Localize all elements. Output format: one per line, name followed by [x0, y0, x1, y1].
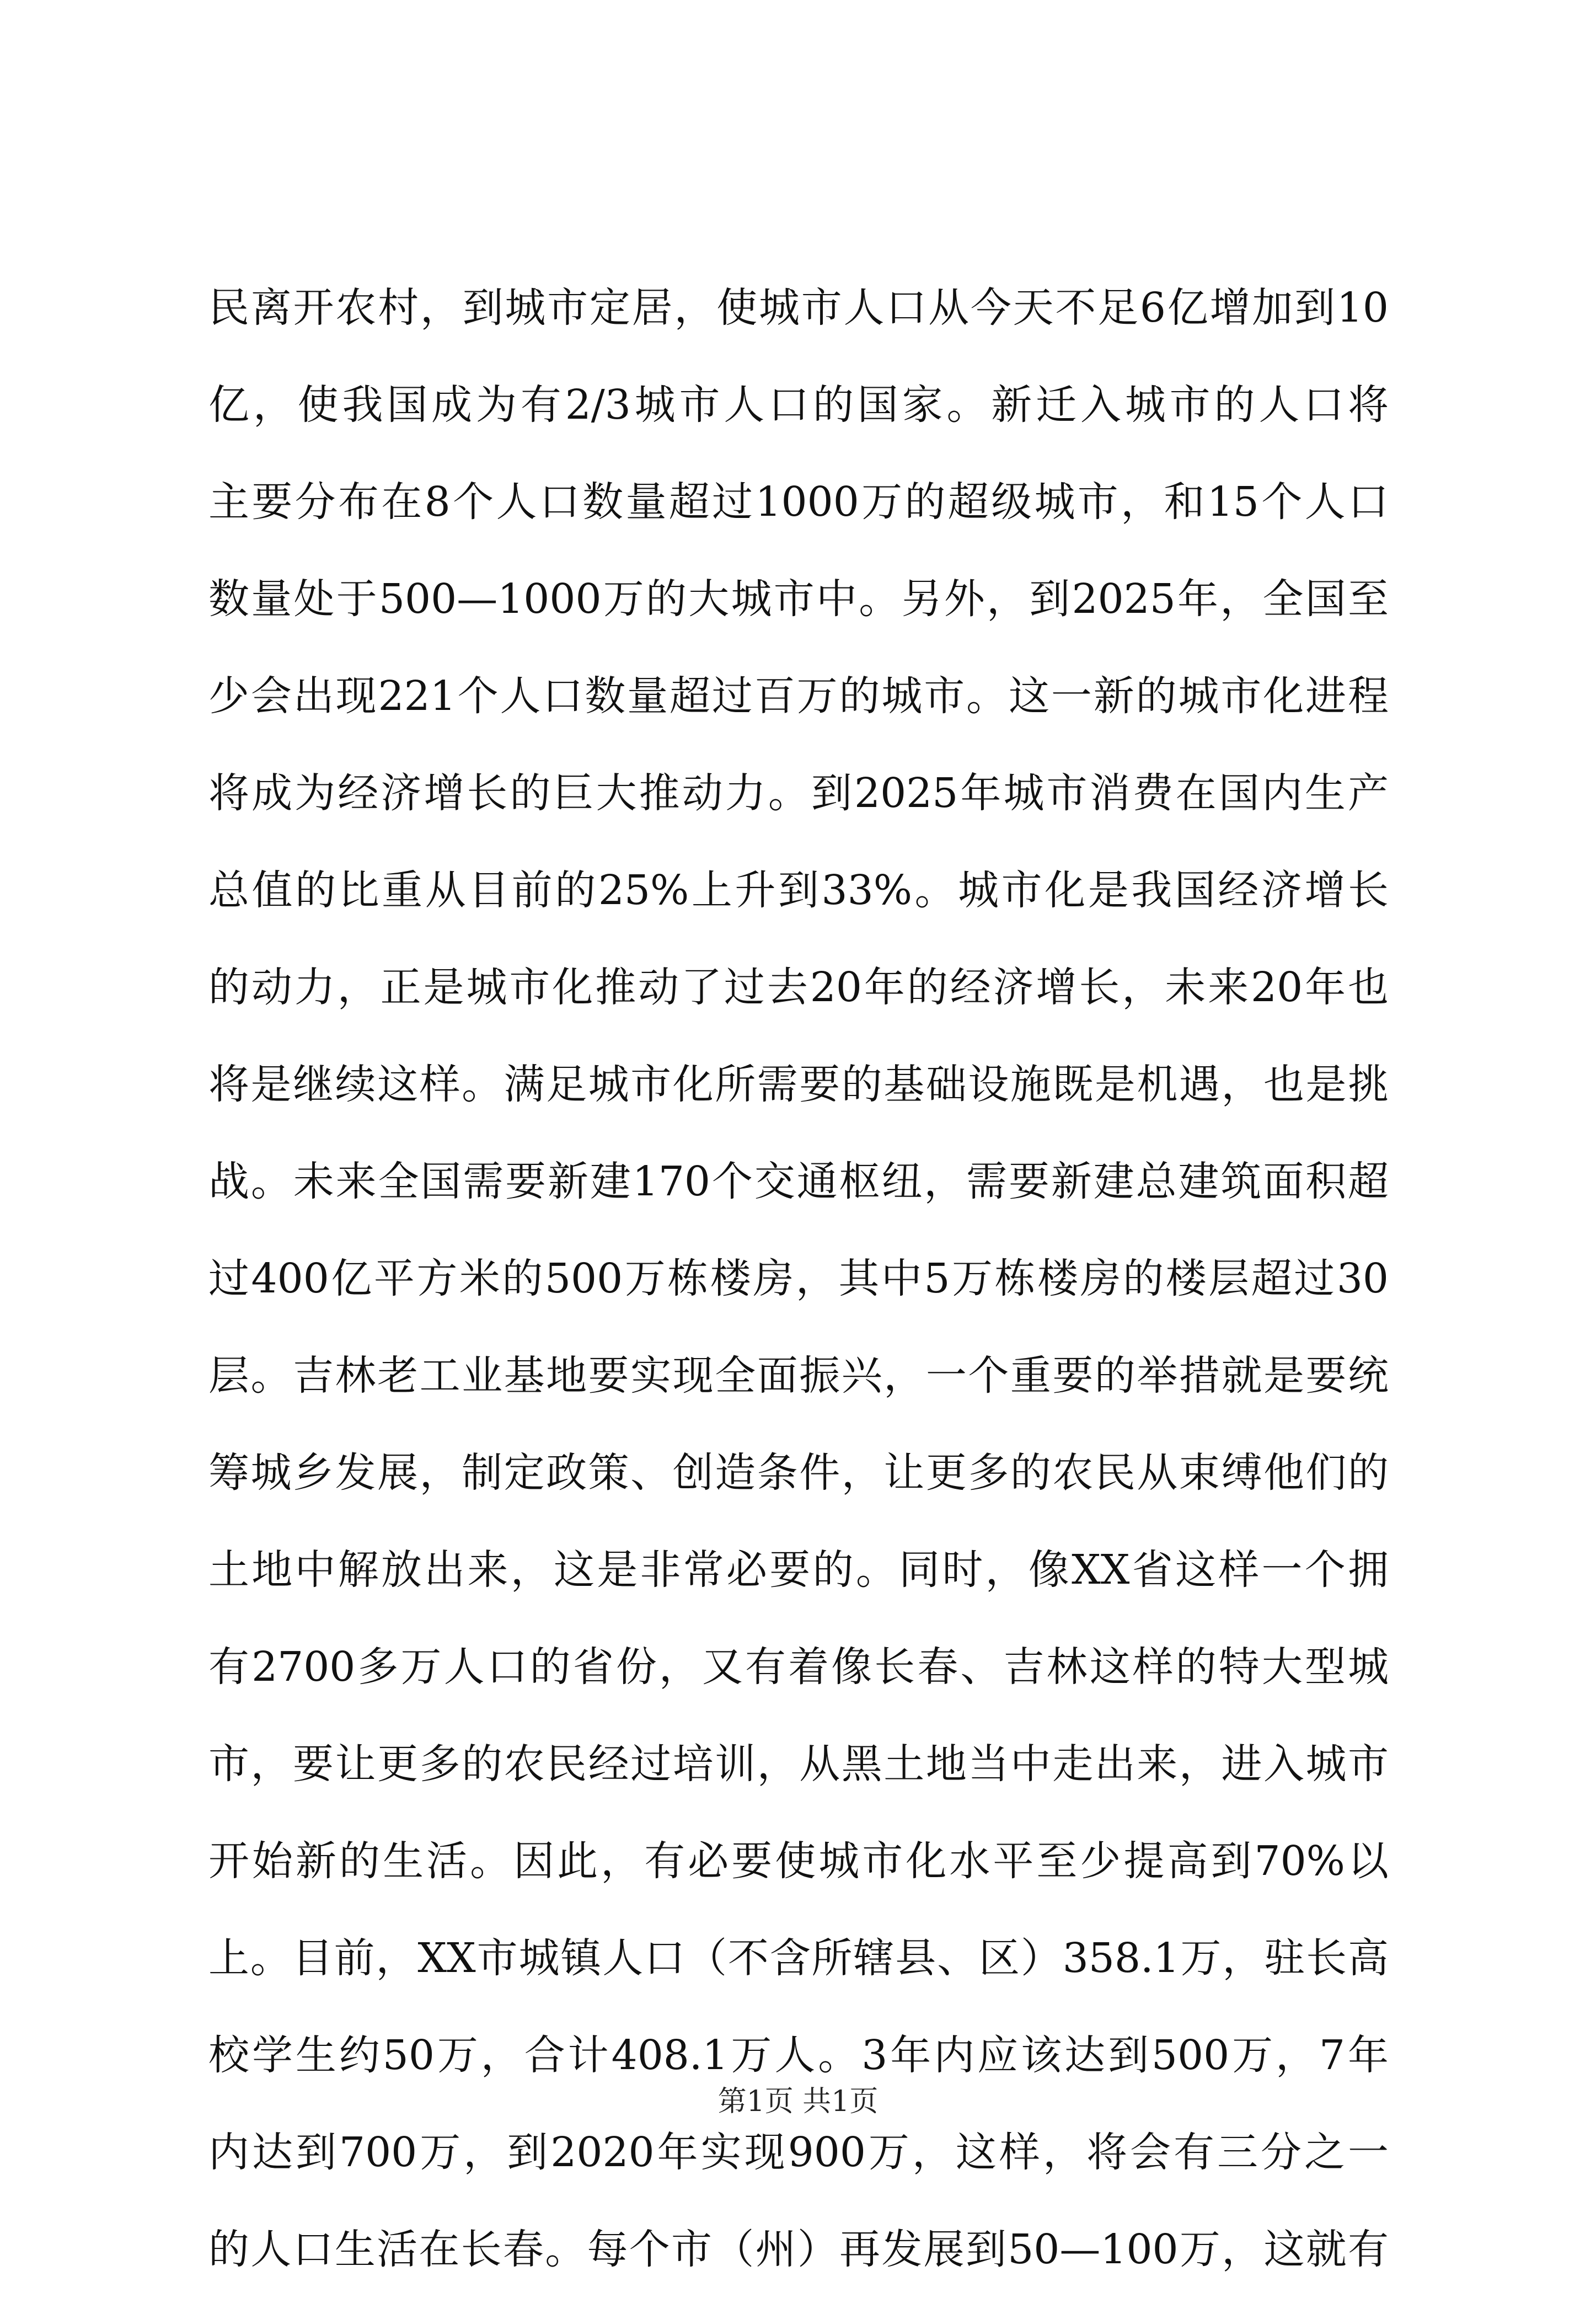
text-line-19: 校学生约50万，合计408.1万人。3年内应该达到500万，7年: [208, 2032, 1389, 2079]
text-line-10: 战。未来全国需要新建170个交通枢纽，需要新建总建筑面积超: [208, 1158, 1389, 1205]
text-line-17: 开始新的生活。因此，有必要使城市化水平至少提高到70%以: [208, 1837, 1389, 1885]
text-line-20: 内达到700万，到2020年实现900万，这样，将会有三分之一: [208, 2129, 1389, 2176]
text-line-8: 的动力，正是城市化推动了过去20年的经济增长，未来20年也: [208, 964, 1389, 1011]
text-line-5: 少会出现221个人口数量超过百万的城市。这一新的城市化进程: [208, 672, 1389, 720]
text-line-6: 将成为经济增长的巨大推动力。到2025年城市消费在国内生产: [208, 769, 1389, 817]
text-line-1: 民离开农村，到城市定居，使城市人口从今天不足6亿增加到10: [208, 284, 1389, 332]
text-line-21: 的人口生活在长春。每个市（州）再发展到50—100万，这就有: [208, 2226, 1389, 2273]
text-line-9: 将是继续这样。满足城市化所需要的基础设施既是机遇，也是挑: [208, 1061, 1389, 1108]
text-line-12: 层。吉林老工业基地要实现全面振兴，一个重要的举措就是要统: [208, 1352, 1389, 1399]
body-paragraph: [208, 259, 1389, 2298]
page-footer: [0, 2082, 1596, 2121]
text-line-2: 亿，使我国成为有2/3城市人口的国家。新迁入城市的人口将: [208, 381, 1389, 429]
text-line-14: 土地中解放出来，这是非常必要的。同时，像XX省这样一个拥: [208, 1546, 1389, 1594]
text-line-13: 筹城乡发展，制定政策、创造条件，让更多的农民从束缚他们的: [208, 1449, 1389, 1497]
text-line-7: 总值的比重从目前的25%上升到33%。城市化是我国经济增长: [208, 867, 1389, 914]
page-number-label: 第1页 共1页: [717, 2085, 879, 2118]
text-line-4: 数量处于500—1000万的大城市中。另外，到2025年，全国至: [208, 575, 1389, 623]
text-line-11: 过400亿平方米的500万栋楼房，其中5万栋楼房的楼层超过30: [208, 1255, 1389, 1302]
text-line-16: 市，要让更多的农民经过培训，从黑土地当中走出来，进入城市: [208, 1740, 1389, 1788]
text-line-18: 上。目前，XX市城镇人口（不含所辖县、区）358.1万，驻长高: [208, 1934, 1389, 1982]
text-line-15: 有2700多万人口的省份，又有着像长春、吉林这样的特大型城: [208, 1643, 1389, 1691]
text-line-3: 主要分布在8个人口数量超过1000万的超级城市，和15个人口: [208, 478, 1389, 526]
